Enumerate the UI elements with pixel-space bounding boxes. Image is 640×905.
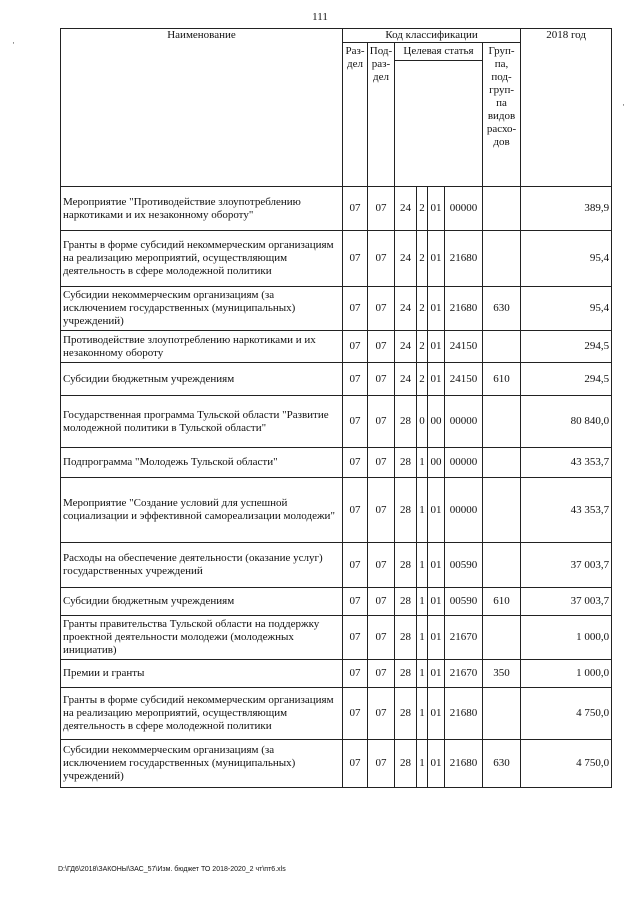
row-target-program: 28: [395, 478, 417, 543]
row-target-event: 01: [428, 478, 445, 543]
row-expense-group: 610: [483, 363, 521, 396]
row-subsection: 07: [368, 448, 395, 478]
row-section: 07: [343, 588, 368, 616]
table-row: [61, 478, 612, 543]
row-target-program: 24: [395, 363, 417, 396]
row-target-subprogram: 2: [417, 187, 428, 231]
row-target-event: 01: [428, 187, 445, 231]
row-target-subprogram: 0: [417, 396, 428, 448]
header-subsection: Под- раз- дел: [368, 43, 395, 187]
row-target-direction: 24150: [445, 331, 483, 363]
row-section: 07: [343, 478, 368, 543]
row-section: 07: [343, 363, 368, 396]
row-target-program: 28: [395, 448, 417, 478]
header-target-article-spacer: [395, 61, 483, 187]
row-target-program: 28: [395, 688, 417, 740]
row-target-direction: 21670: [445, 616, 483, 660]
row-name: Субсидии некоммерческим организациям (за исключением государственных (муниципальных) учреждений): [61, 740, 343, 788]
table-row: [61, 660, 612, 688]
header-target-article: Целевая статья: [395, 43, 483, 61]
row-section: 07: [343, 396, 368, 448]
row-subsection: 07: [368, 363, 395, 396]
row-subsection: 07: [368, 287, 395, 331]
table-row: [61, 740, 612, 788]
row-amount: 43 353,7: [521, 448, 612, 478]
row-target-direction: 21680: [445, 740, 483, 788]
row-expense-group: [483, 478, 521, 543]
row-subsection: 07: [368, 740, 395, 788]
row-section: 07: [343, 287, 368, 331]
row-target-direction: 00000: [445, 448, 483, 478]
row-amount: 43 353,7: [521, 478, 612, 543]
row-target-program: 28: [395, 396, 417, 448]
row-target-subprogram: 1: [417, 478, 428, 543]
row-subsection: 07: [368, 588, 395, 616]
row-subsection: 07: [368, 688, 395, 740]
table-row: [61, 396, 612, 448]
row-target-subprogram: 1: [417, 448, 428, 478]
row-name: Субсидии бюджетным учреждениям: [61, 588, 343, 616]
scan-dot-mark: ·: [622, 100, 625, 110]
row-target-direction: 21680: [445, 231, 483, 287]
row-target-program: 24: [395, 287, 417, 331]
row-target-direction: 21680: [445, 287, 483, 331]
row-expense-group: [483, 543, 521, 588]
row-amount: 1 000,0: [521, 616, 612, 660]
row-name: Противодействие злоупотреблению наркотиками и их незаконному обороту: [61, 331, 343, 363]
row-section: 07: [343, 187, 368, 231]
row-target-subprogram: 1: [417, 660, 428, 688]
row-subsection: 07: [368, 331, 395, 363]
row-target-direction: 21680: [445, 688, 483, 740]
header-year: 2018 год: [521, 29, 612, 187]
row-target-program: 24: [395, 187, 417, 231]
row-target-event: 01: [428, 588, 445, 616]
header-code-classification: Код классификации: [343, 29, 521, 43]
row-target-program: 28: [395, 588, 417, 616]
row-expense-group: [483, 231, 521, 287]
row-target-program: 28: [395, 616, 417, 660]
row-amount: 294,5: [521, 331, 612, 363]
row-subsection: 07: [368, 543, 395, 588]
header-section: Раз- дел: [343, 43, 368, 187]
table-row: [61, 287, 612, 331]
row-target-program: 24: [395, 331, 417, 363]
table-body: [61, 187, 612, 788]
row-target-direction: 00000: [445, 396, 483, 448]
row-target-subprogram: 2: [417, 363, 428, 396]
row-expense-group: 610: [483, 588, 521, 616]
budget-table: [60, 28, 612, 788]
row-expense-group: [483, 331, 521, 363]
row-subsection: 07: [368, 396, 395, 448]
row-name: Субсидии некоммерческим организациям (за исключением государственных (муниципальных) учреждений): [61, 287, 343, 331]
row-target-event: 00: [428, 396, 445, 448]
table-row: [61, 187, 612, 231]
table-row: [61, 331, 612, 363]
row-section: 07: [343, 231, 368, 287]
row-amount: 4 750,0: [521, 688, 612, 740]
row-amount: 389,9: [521, 187, 612, 231]
row-target-event: 01: [428, 543, 445, 588]
table-row: [61, 616, 612, 660]
row-target-event: 01: [428, 331, 445, 363]
row-target-program: 28: [395, 543, 417, 588]
row-name: Гранты правительства Тульской области на поддержку проектной деятельности молодежи (молодежных инициатив): [61, 616, 343, 660]
row-target-program: 24: [395, 231, 417, 287]
row-target-event: 01: [428, 660, 445, 688]
table-row: [61, 448, 612, 478]
row-section: 07: [343, 688, 368, 740]
row-target-direction: 21670: [445, 660, 483, 688]
table-row: [61, 543, 612, 588]
row-section: 07: [343, 448, 368, 478]
row-expense-group: [483, 396, 521, 448]
row-target-subprogram: 1: [417, 616, 428, 660]
row-subsection: 07: [368, 660, 395, 688]
row-section: 07: [343, 740, 368, 788]
header-name: Наименование: [61, 29, 343, 187]
row-expense-group: 350: [483, 660, 521, 688]
row-target-subprogram: 1: [417, 588, 428, 616]
row-amount: 95,4: [521, 231, 612, 287]
row-expense-group: [483, 616, 521, 660]
row-target-event: 01: [428, 287, 445, 331]
row-target-subprogram: 2: [417, 287, 428, 331]
row-amount: 1 000,0: [521, 660, 612, 688]
footer-file-path: D:\ГД6\2018\ЗАКОНЫ\ЗАС_57\Изм. бюджет ТО 2018-2020_2 чт\пт6.xls: [58, 866, 286, 873]
row-target-event: 01: [428, 740, 445, 788]
row-name: Премии и гранты: [61, 660, 343, 688]
row-target-event: 01: [428, 616, 445, 660]
row-amount: 37 003,7: [521, 588, 612, 616]
row-target-subprogram: 1: [417, 543, 428, 588]
row-target-direction: 00000: [445, 187, 483, 231]
row-target-subprogram: 1: [417, 688, 428, 740]
row-target-direction: 00590: [445, 588, 483, 616]
row-target-direction: 00590: [445, 543, 483, 588]
row-amount: 80 840,0: [521, 396, 612, 448]
row-name: Подпрограмма "Молодежь Тульской области": [61, 448, 343, 478]
row-name: Расходы на обеспечение деятельности (оказание услуг) государственных учреждений: [61, 543, 343, 588]
table-row: [61, 363, 612, 396]
row-target-subprogram: 2: [417, 331, 428, 363]
row-subsection: 07: [368, 616, 395, 660]
row-expense-group: 630: [483, 740, 521, 788]
row-target-event: 01: [428, 231, 445, 287]
header-expense-group: Груп- па, под- груп- па видов расхо- дов: [483, 43, 521, 187]
row-target-event: 01: [428, 688, 445, 740]
row-section: 07: [343, 543, 368, 588]
row-subsection: 07: [368, 231, 395, 287]
row-name: Мероприятие "Создание условий для успешной социализации и эффективной самореализации молодежи": [61, 478, 343, 543]
row-expense-group: 630: [483, 287, 521, 331]
row-section: 07: [343, 331, 368, 363]
page-number: 111: [312, 11, 328, 23]
table-row: [61, 231, 612, 287]
row-name: Гранты в форме субсидий некоммерческим организациям на реализацию мероприятий, осуществляющим деятельность в сфере молодежной политики: [61, 231, 343, 287]
row-subsection: 07: [368, 187, 395, 231]
table-row: [61, 688, 612, 740]
row-amount: 4 750,0: [521, 740, 612, 788]
row-target-event: 01: [428, 363, 445, 396]
row-section: 07: [343, 660, 368, 688]
row-target-program: 28: [395, 660, 417, 688]
row-target-event: 00: [428, 448, 445, 478]
row-target-subprogram: 2: [417, 231, 428, 287]
row-amount: 294,5: [521, 363, 612, 396]
row-name: Мероприятие "Противодействие злоупотреблению наркотиками и их незаконному обороту": [61, 187, 343, 231]
row-target-direction: 24150: [445, 363, 483, 396]
row-target-subprogram: 1: [417, 740, 428, 788]
row-expense-group: [483, 187, 521, 231]
row-amount: 95,4: [521, 287, 612, 331]
table-row: [61, 588, 612, 616]
row-section: 07: [343, 616, 368, 660]
scan-dot-mark: ·: [12, 38, 15, 48]
row-expense-group: [483, 448, 521, 478]
row-name: Субсидии бюджетным учреждениям: [61, 363, 343, 396]
row-target-program: 28: [395, 740, 417, 788]
row-name: Государственная программа Тульской области "Развитие молодежной политики в Тульской области": [61, 396, 343, 448]
row-target-direction: 00000: [445, 478, 483, 543]
row-name: Гранты в форме субсидий некоммерческим организациям на реализацию мероприятий, осуществляющим деятельность в сфере молодежной политики: [61, 688, 343, 740]
row-amount: 37 003,7: [521, 543, 612, 588]
row-expense-group: [483, 688, 521, 740]
row-subsection: 07: [368, 478, 395, 543]
